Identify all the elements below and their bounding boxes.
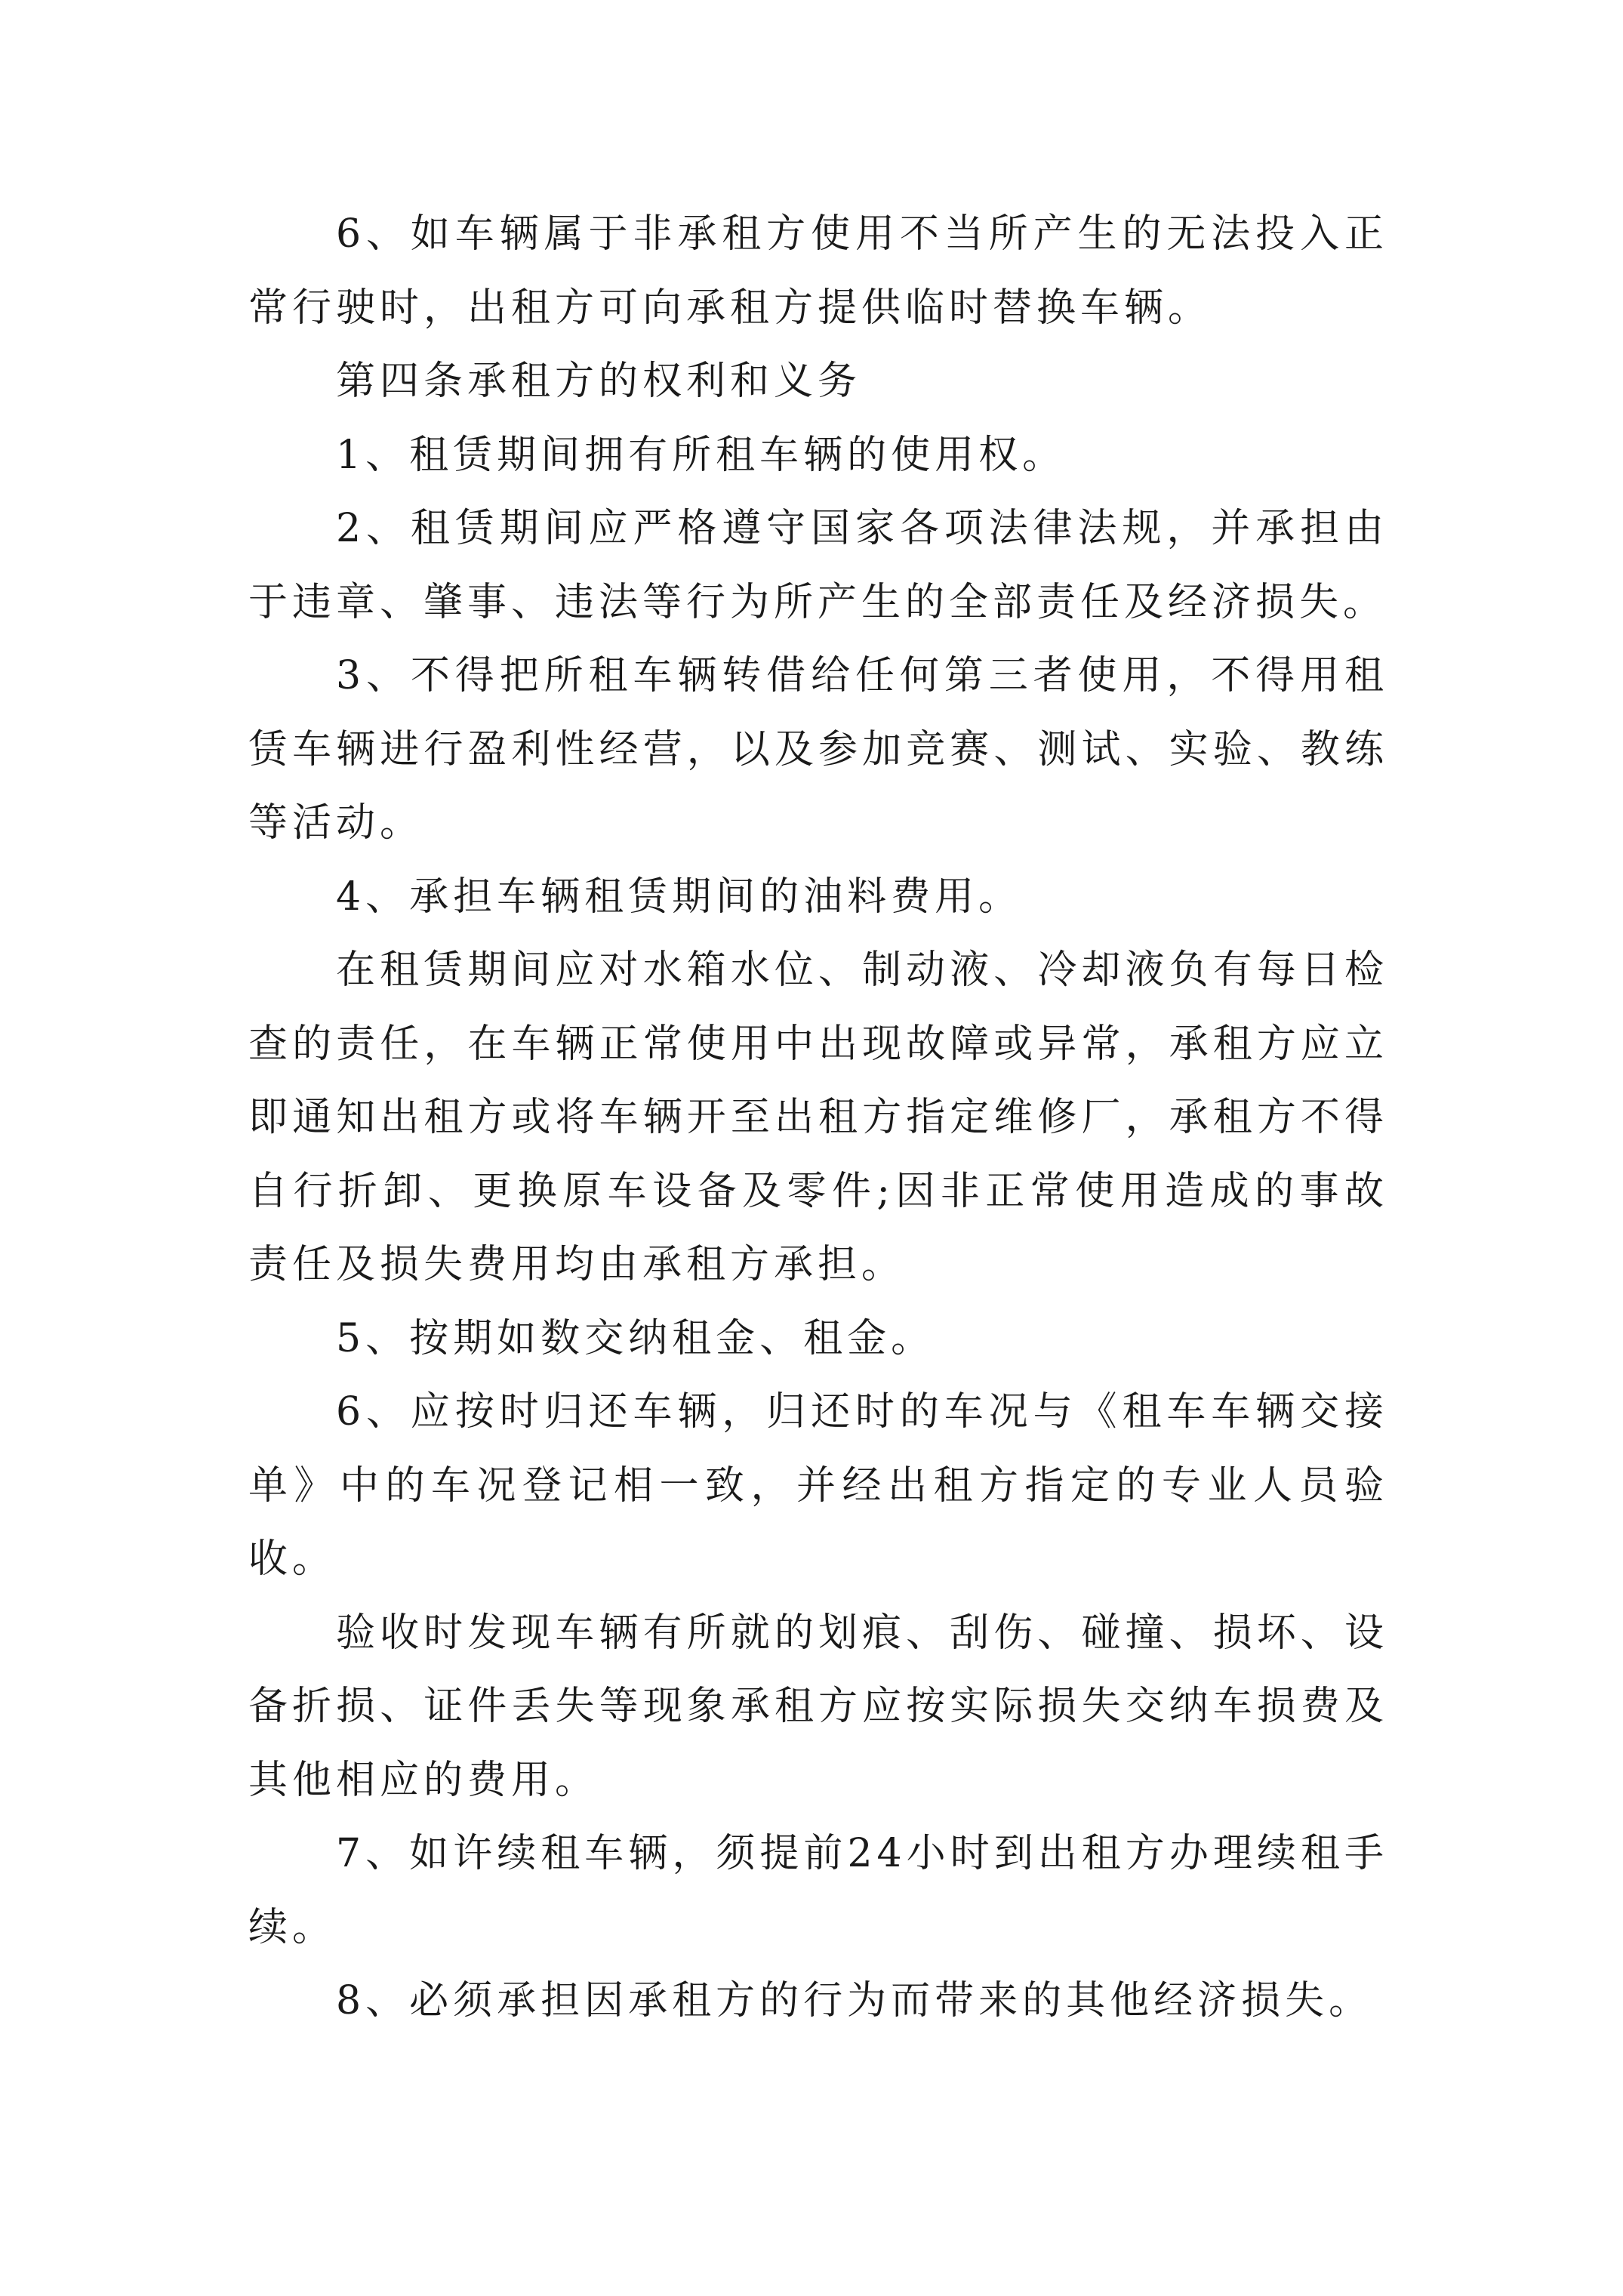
paragraph: 2、租赁期间应严格遵守国家各项法律法规，并承担由于违章、肇事、违法等行为所产生的全部责任及经济损失。 [248,506,1388,625]
paragraph: 1、租赁期间拥有所租车辆的使用权。 [336,432,1067,478]
paragraph: 6、如车辆属于非承租方使用不当所产生的无法投入正常行驶时，出租方可向承租方提供临时替换车辆。 [248,211,1388,331]
document-body [248,198,1388,2039]
paragraph: 4、承担车辆租赁期间的油料费用。 [336,874,1023,920]
paragraph: 在租赁期间应对水箱水位、制动液、冷却液负有每日检查的责任，在车辆正常使用中出现故障或异常，承租方应立即通知出租方或将车辆开至出租方指定维修厂，承租方不得自行折卸、更换原车设备及零件;因非正常使用造成的事故责任及损失费用均由承租方承担。 [248,948,1388,1287]
paragraph: 3、不得把所租车辆转借给任何第三者使用，不得用租赁车辆进行盈利性经营，以及参加竞赛、测试、实验、教练等活动。 [248,653,1388,846]
paragraph: 8、必须承担因承租方的行为而带来的其他经济损失。 [336,1978,1373,2023]
paragraph: 6、应按时归还车辆，归还时的车况与《租车车辆交接单》中的车况登记相一致，并经出租方指定的专业人员验收。 [248,1389,1388,1582]
paragraph: 验收时发现车辆有所就的划痕、刮伤、碰撞、损坏、设备折损、证件丢失等现象承租方应按实际损失交纳车损费及其他相应的费用。 [248,1610,1388,1803]
section-heading: 第四条承租方的权利和义务 [336,359,862,404]
paragraph: 5、按期如数交纳租金、租金。 [336,1315,935,1361]
paragraph: 7、如许续租车辆，须提前24小时到出租方办理续租手续。 [248,1831,1388,1950]
